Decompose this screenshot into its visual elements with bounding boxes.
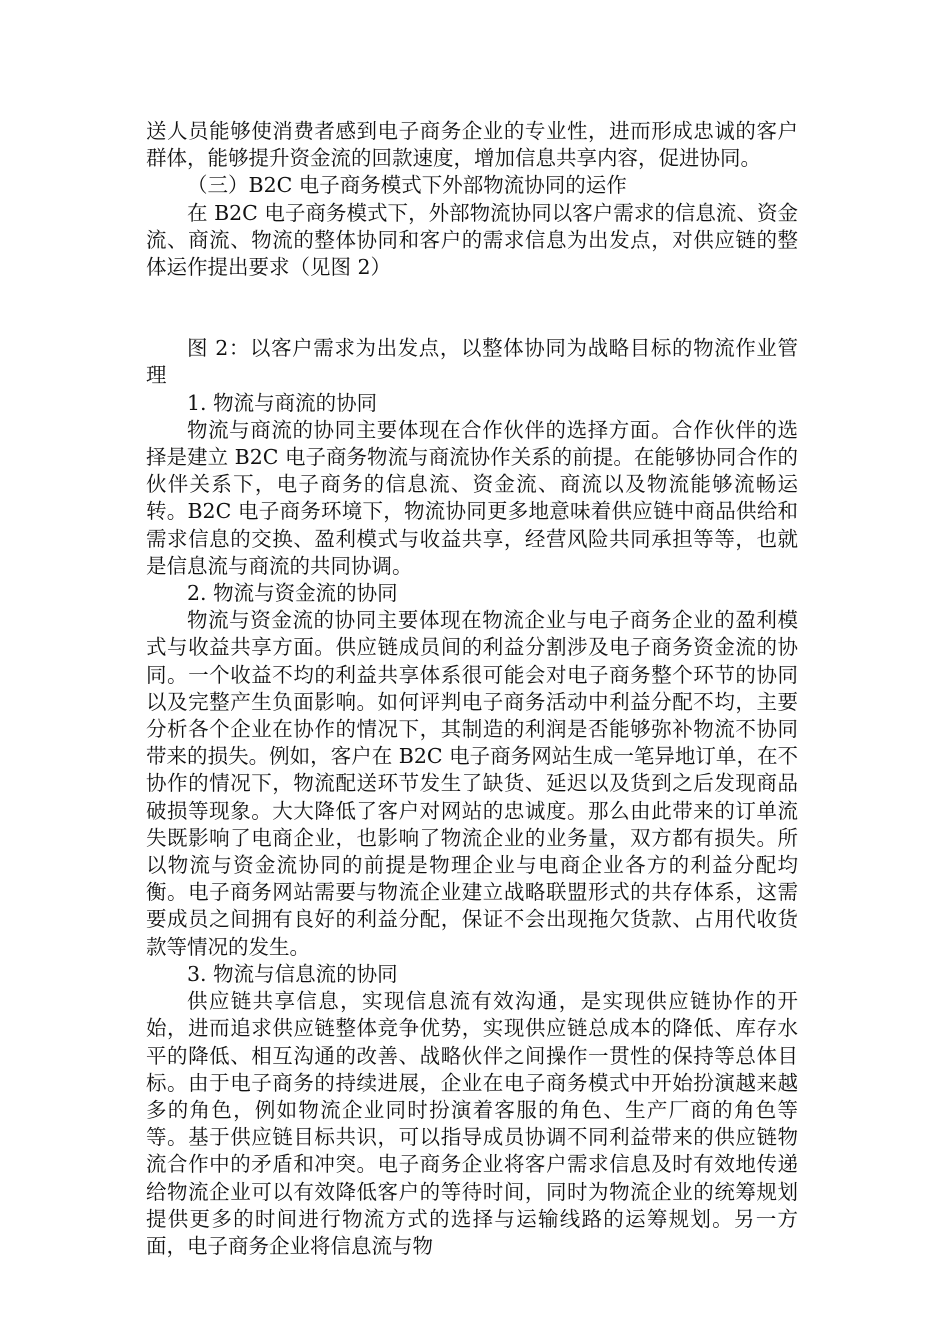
figure-caption: 图 2：以客户需求为出发点，以整体协同为战略目标的物流作业管理	[146, 336, 798, 388]
intro-paragraph-end: 送人员能够使消费者感到电子商务企业的专业性，进而形成忠诚的客户群体，能够提升资金流的回款速度，增加信息共享内容，促进协同。	[146, 119, 798, 171]
subheading-2: 2. 物流与资金流的协同	[187, 581, 398, 606]
figure-placeholder	[146, 281, 798, 335]
subheading-3: 3. 物流与信息流的协同	[187, 961, 398, 986]
paragraph-2: 物流与资金流的协同主要体现在物流企业与电子商务企业的盈利模式与收益共享方面。供应链成员间的利益分割涉及电子商务资金流的协同。一个收益不均的利益共享体系很可能会对电子商务整个环节的协同以及完整产生负面影响。如何评判电子商务活动中利益分配不均，主要分析各个企业在协作的情况下，其制造的利润是否能够弥补物流不协同带来的损失。例如，客户在 B2C 电子商务网站生成一笔异地订单，在不协作的情况下，物流配送环节发生了缺货、延迟以及货到之后发现商品破损等现象。大大降低了客户对网站的忠诚度。那么由此带来的订单流失既影响了电商企业，也影响了物流企业的业务量，双方都有损失。所以物流与资金流协同的前提是物理企业与电商企业各方的利益分配均衡。电子商务网站需要与物流企业建立战略联盟形式的共存体系，这需要成员之间拥有良好的利益分配，保证不会出现拖欠货款、占用代收货款等情况的发生。	[146, 608, 798, 959]
subheading-1: 1. 物流与商流的协同	[187, 390, 378, 415]
paragraph-3: 供应链共享信息，实现信息流有效沟通，是实现供应链协作的开始，进而追求供应链整体竞争优势，实现供应链总成本的降低、库存水平的降低、相互沟通的改善、战略伙伴之间操作一贯性的保持等总体目标。由于电子商务的持续进展，企业在电子商务模式中开始扮演越来越多的角色，例如物流企业同时扮演着客服的角色、生产厂商的角色等等。基于供应链目标共识，可以指导成员协调不同利益带来的供应链物流合作中的矛盾和冲突。电子商务企业将客户需求信息及时有效地传递给物流企业可以有效降低客户的等待时间，同时为物流企业的统筹规划提供更多的时间进行物流方式的选择与运输线路的运筹规划。另一方面，电子商务企业将信息流与物	[146, 989, 798, 1258]
section-intro-paragraph: 在 B2C 电子商务模式下，外部物流协同以客户需求的信息流、资金流、商流、物流的整体协同和客户的需求信息为出发点，对供应链的整体运作提出要求（见图 2）	[146, 200, 798, 280]
document-page	[146, 118, 798, 1260]
paragraph-1: 物流与商流的协同主要体现在合作伙伴的选择方面。合作伙伴的选择是建立 B2C 电子商务物流与商流协作关系的前提。在能够协同合作的伙伴关系下，电子商务的信息流、资金流、商流以及物流能够流畅运转。B2C 电子商务环境下，物流协同更多地意味着供应链中商品供给和需求信息的交换、盈利模式与收益共享，经营风险共同承担等等，也就是信息流与商流的共同协调。	[146, 417, 798, 578]
section-heading: （三）B2C 电子商务模式下外部物流协同的运作	[187, 173, 627, 198]
